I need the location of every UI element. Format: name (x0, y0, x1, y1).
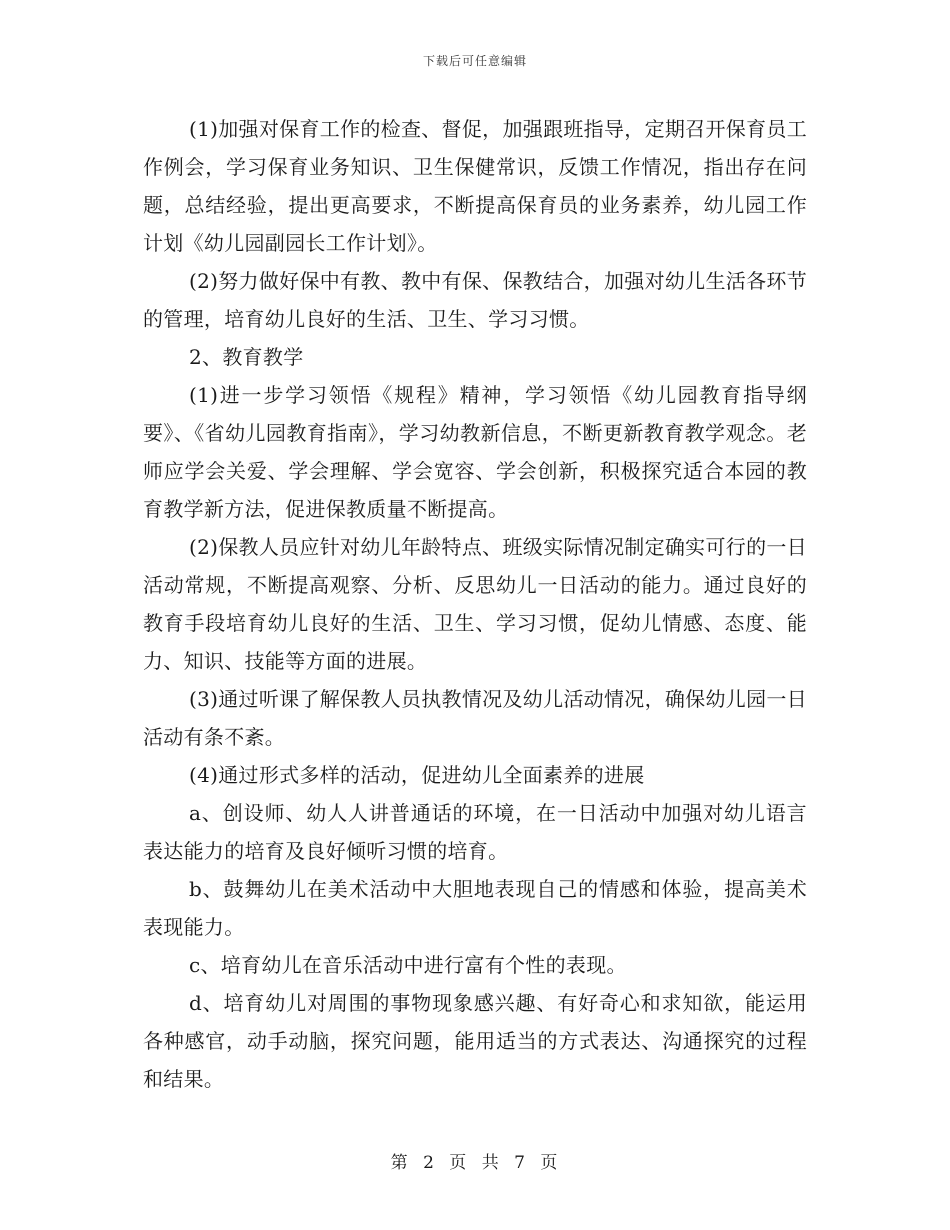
list-item: c、培育幼儿在音乐活动中进行富有个性的表现。 (189, 953, 627, 977)
paragraph: (2)努力做好保中有教、教中有保、保教结合，加强对幼儿生活各环节的管理，培育幼儿良好的生活、卫生、学习习惯。 (143, 269, 807, 331)
list-item: b、鼓舞幼儿在美术活动中大胆地表现自己的情感和体验，提高美术表现能力。 (143, 877, 807, 939)
paragraph: (4)通过形式多样的活动，促进幼儿全面素养的进展 (189, 763, 645, 787)
document-body (143, 110, 807, 1098)
paragraph: (1)加强对保育工作的检查、督促，加强跟班指导，定期召开保育员工作例会，学习保育业务知识、卫生保健常识，反馈工作情况，指出存在问题，总结经验，提出更高要求，不断提高保育员的业务素养，幼儿园工作计划《幼儿园副园长工作计划》。 (143, 117, 807, 255)
paragraph: (3)通过听课了解保教人员执教情况及幼儿活动情况，确保幼儿园一日活动有条不紊。 (143, 687, 807, 749)
list-item: d、培育幼儿对周围的事物现象感兴趣、有好奇心和求知欲，能运用各种感官，动手动脑，探究问题，能用适当的方式表达、沟通探究的过程和结果。 (143, 991, 807, 1091)
paragraph: (1)进一步学习领悟《规程》精神，学习领悟《幼儿园教育指导纲要》、《省幼儿园教育指南》，学习幼教新信息，不断更新教育教学观念。老师应学会关爱、学会理解、学会宽容、学会创新，积极探究适合本园的教育教学新方法，促进保教质量不断提高。 (143, 383, 807, 521)
paragraph: (2)保教人员应针对幼儿年龄特点、班级实际情况制定确实可行的一日活动常规，不断提高观察、分析、反思幼儿一日活动的能力。通过良好的教育手段培育幼儿良好的生活、卫生、学习习惯，促幼儿情感、态度、能力、知识、技能等方面的进展。 (143, 535, 807, 673)
list-item: a、创设师、幼人人讲普通话的环境，在一日活动中加强对幼儿语言表达能力的培育及良好倾听习惯的培育。 (143, 801, 807, 863)
page-number: 第 2 页 共 7 页 (390, 1153, 560, 1173)
section-heading: 2、教育教学 (189, 345, 304, 369)
header-note: 下载后可任意编辑 (422, 54, 527, 68)
